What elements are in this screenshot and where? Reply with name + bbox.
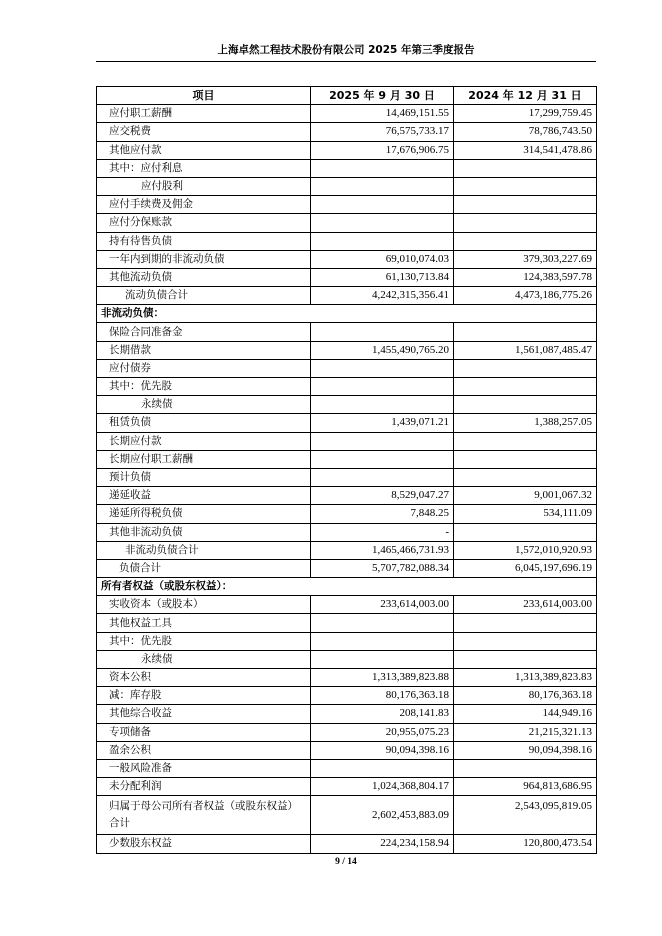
row-label: 长期借款 xyxy=(97,341,311,359)
table-row xyxy=(97,378,597,396)
table-row xyxy=(97,650,597,668)
value-current-period: 4,242,315,356.41 xyxy=(310,287,453,305)
table-row xyxy=(97,450,597,468)
row-label: 其中：优先股 xyxy=(97,632,311,650)
row-label: 长期应付职工薪酬 xyxy=(97,450,311,468)
value-current-period: 1,455,490,765.20 xyxy=(310,341,453,359)
value-current-period: 208,141.83 xyxy=(310,705,453,723)
row-label: 保险合同准备金 xyxy=(97,323,311,341)
value-prior-period: 78,786,743.50 xyxy=(453,123,596,141)
value-prior-period: 80,176,363.18 xyxy=(453,687,596,705)
value-prior-period xyxy=(453,759,596,777)
value-current-period xyxy=(310,450,453,468)
table-row xyxy=(97,323,597,341)
value-current-period: 20,955,075.23 xyxy=(310,723,453,741)
value-prior-period xyxy=(453,450,596,468)
value-current-period xyxy=(310,196,453,214)
row-label: 少数股东权益 xyxy=(97,835,311,853)
row-label: 其他流动负债 xyxy=(97,268,311,286)
table-row xyxy=(97,578,597,596)
value-current-period xyxy=(310,323,453,341)
value-current-period xyxy=(310,214,453,232)
value-current-period xyxy=(310,232,453,250)
row-label: 应付债券 xyxy=(97,359,311,377)
table-row xyxy=(97,414,597,432)
row-label: 应付手续费及佣金 xyxy=(97,196,311,214)
value-prior-period xyxy=(453,214,596,232)
value-current-period: 2,602,453,883.09 xyxy=(310,796,453,835)
row-label: 其他综合收益 xyxy=(97,705,311,723)
table-row xyxy=(97,487,597,505)
row-label: 长期应付款 xyxy=(97,432,311,450)
value-current-period: 76,575,733.17 xyxy=(310,123,453,141)
value-prior-period: 964,813,686.95 xyxy=(453,778,596,796)
value-prior-period xyxy=(453,614,596,632)
value-prior-period xyxy=(453,650,596,668)
table-row xyxy=(97,196,597,214)
row-label: 应付股利 xyxy=(97,177,311,195)
table-row xyxy=(97,177,597,195)
row-label: 永续债 xyxy=(97,650,311,668)
row-label: 持有待售负债 xyxy=(97,232,311,250)
table-row xyxy=(97,214,597,232)
table-row xyxy=(97,432,597,450)
value-prior-period: 1,388,257.05 xyxy=(453,414,596,432)
value-current-period: - xyxy=(310,523,453,541)
table-row xyxy=(97,341,597,359)
value-prior-period: 4,473,186,775.26 xyxy=(453,287,596,305)
row-label: 盈余公积 xyxy=(97,741,311,759)
row-label: 其他非流动负债 xyxy=(97,523,311,541)
column-header-item: 项目 xyxy=(97,87,311,105)
table-row xyxy=(97,759,597,777)
value-current-period xyxy=(310,468,453,486)
value-prior-period: 534,111.09 xyxy=(453,505,596,523)
value-prior-period: 9,001,067.32 xyxy=(453,487,596,505)
value-current-period: 5,707,782,088.34 xyxy=(310,559,453,577)
value-prior-period xyxy=(453,432,596,450)
value-prior-period xyxy=(453,196,596,214)
row-label: 预计负债 xyxy=(97,468,311,486)
value-current-period: 224,234,158.94 xyxy=(310,835,453,853)
value-current-period: 7,848.25 xyxy=(310,505,453,523)
page-header-title: 上海卓然工程技术股份有限公司 2025 年第三季度报告 xyxy=(217,44,475,56)
value-prior-period: 90,094,398.16 xyxy=(453,741,596,759)
value-current-period: 1,465,466,731.93 xyxy=(310,541,453,559)
row-label: 应付分保账款 xyxy=(97,214,311,232)
table-row xyxy=(97,250,597,268)
value-prior-period: 6,045,197,696.19 xyxy=(453,559,596,577)
row-label: 永续债 xyxy=(97,396,311,414)
table-row xyxy=(97,232,597,250)
column-header-current-period: 2025 年 9 月 30 日 xyxy=(310,87,453,105)
row-label: 减：库存股 xyxy=(97,687,311,705)
row-label: 流动负债合计 xyxy=(97,287,311,305)
value-current-period xyxy=(310,378,453,396)
value-prior-period xyxy=(453,159,596,177)
value-current-period: 69,010,074.03 xyxy=(310,250,453,268)
table-row xyxy=(97,468,597,486)
row-label: 其他权益工具 xyxy=(97,614,311,632)
value-current-period xyxy=(310,759,453,777)
row-label: 应付职工薪酬 xyxy=(97,105,311,123)
value-prior-period: 1,561,087,485.47 xyxy=(453,341,596,359)
row-label: 专项储备 xyxy=(97,723,311,741)
value-current-period xyxy=(310,359,453,377)
value-current-period: 90,094,398.16 xyxy=(310,741,453,759)
table-row xyxy=(97,287,597,305)
value-current-period: 17,676,906.75 xyxy=(310,141,453,159)
table-row xyxy=(97,305,597,323)
value-current-period: 233,614,003.00 xyxy=(310,596,453,614)
value-prior-period: 124,383,597.78 xyxy=(453,268,596,286)
value-prior-period xyxy=(453,378,596,396)
value-current-period xyxy=(310,396,453,414)
value-current-period xyxy=(310,650,453,668)
row-label: 递延所得税负债 xyxy=(97,505,311,523)
value-prior-period xyxy=(453,177,596,195)
page-number: 9 / 14 xyxy=(335,857,357,867)
value-current-period xyxy=(310,614,453,632)
table-row xyxy=(97,596,597,614)
table-row xyxy=(97,505,597,523)
row-label: 租赁负债 xyxy=(97,414,311,432)
row-label: 一般风险准备 xyxy=(97,759,311,777)
row-label: 递延收益 xyxy=(97,487,311,505)
value-prior-period xyxy=(453,396,596,414)
value-prior-period xyxy=(453,468,596,486)
value-prior-period: 1,572,010,920.93 xyxy=(453,541,596,559)
table-row xyxy=(97,741,597,759)
value-prior-period: 120,800,473.54 xyxy=(453,835,596,853)
table-row xyxy=(97,123,597,141)
value-prior-period xyxy=(453,632,596,650)
row-label: 未分配利润 xyxy=(97,778,311,796)
value-prior-period: 17,299,759.45 xyxy=(453,105,596,123)
value-current-period: 1,439,071.21 xyxy=(310,414,453,432)
section-heading: 非流动负债： xyxy=(97,305,597,323)
table-row xyxy=(97,669,597,687)
value-current-period xyxy=(310,432,453,450)
value-prior-period: 1,313,389,823.83 xyxy=(453,669,596,687)
table-row xyxy=(97,723,597,741)
table-row xyxy=(97,141,597,159)
value-prior-period xyxy=(453,232,596,250)
row-label: 非流动负债合计 xyxy=(97,541,311,559)
value-prior-period: 379,303,227.69 xyxy=(453,250,596,268)
value-current-period: 80,176,363.18 xyxy=(310,687,453,705)
value-prior-period xyxy=(453,523,596,541)
column-header-prior-period: 2024 年 12 月 31 日 xyxy=(453,87,596,105)
row-label: 资本公积 xyxy=(97,669,311,687)
table-row xyxy=(97,778,597,796)
row-label: 其中：优先股 xyxy=(97,378,311,396)
table-row xyxy=(97,796,597,835)
table-row xyxy=(97,541,597,559)
row-label: 归属于母公司所有者权益（或股东权益）合计 xyxy=(97,796,311,835)
value-prior-period xyxy=(453,359,596,377)
value-prior-period: 21,215,321.13 xyxy=(453,723,596,741)
row-label: 一年内到期的非流动负债 xyxy=(97,250,311,268)
table-row xyxy=(97,268,597,286)
balance-sheet-table xyxy=(96,86,597,854)
value-current-period: 14,469,151.55 xyxy=(310,105,453,123)
row-label: 实收资本（或股本） xyxy=(97,596,311,614)
value-current-period: 1,313,389,823.88 xyxy=(310,669,453,687)
row-label: 其中：应付利息 xyxy=(97,159,311,177)
value-current-period: 61,130,713.84 xyxy=(310,268,453,286)
value-prior-period: 314,541,478.86 xyxy=(453,141,596,159)
row-label: 应交税费 xyxy=(97,123,311,141)
value-prior-period: 2,543,095,819.05 xyxy=(453,796,596,835)
table-header-row xyxy=(97,87,597,105)
value-prior-period: 144,949.16 xyxy=(453,705,596,723)
table-row xyxy=(97,105,597,123)
table-row xyxy=(97,159,597,177)
table-row xyxy=(97,523,597,541)
table-body xyxy=(97,105,597,853)
value-prior-period xyxy=(453,323,596,341)
table-row xyxy=(97,705,597,723)
value-current-period: 1,024,368,804.17 xyxy=(310,778,453,796)
row-label: 负债合计 xyxy=(97,559,311,577)
header-rule xyxy=(96,61,596,62)
table-row xyxy=(97,614,597,632)
table-row xyxy=(97,687,597,705)
table-row xyxy=(97,359,597,377)
value-current-period: 8,529,047.27 xyxy=(310,487,453,505)
value-current-period xyxy=(310,177,453,195)
value-current-period xyxy=(310,632,453,650)
table-row xyxy=(97,396,597,414)
value-current-period xyxy=(310,159,453,177)
value-prior-period: 233,614,003.00 xyxy=(453,596,596,614)
table-row xyxy=(97,632,597,650)
table-row xyxy=(97,835,597,853)
section-heading: 所有者权益（或股东权益）： xyxy=(97,578,597,596)
table-row xyxy=(97,559,597,577)
row-label: 其他应付款 xyxy=(97,141,311,159)
